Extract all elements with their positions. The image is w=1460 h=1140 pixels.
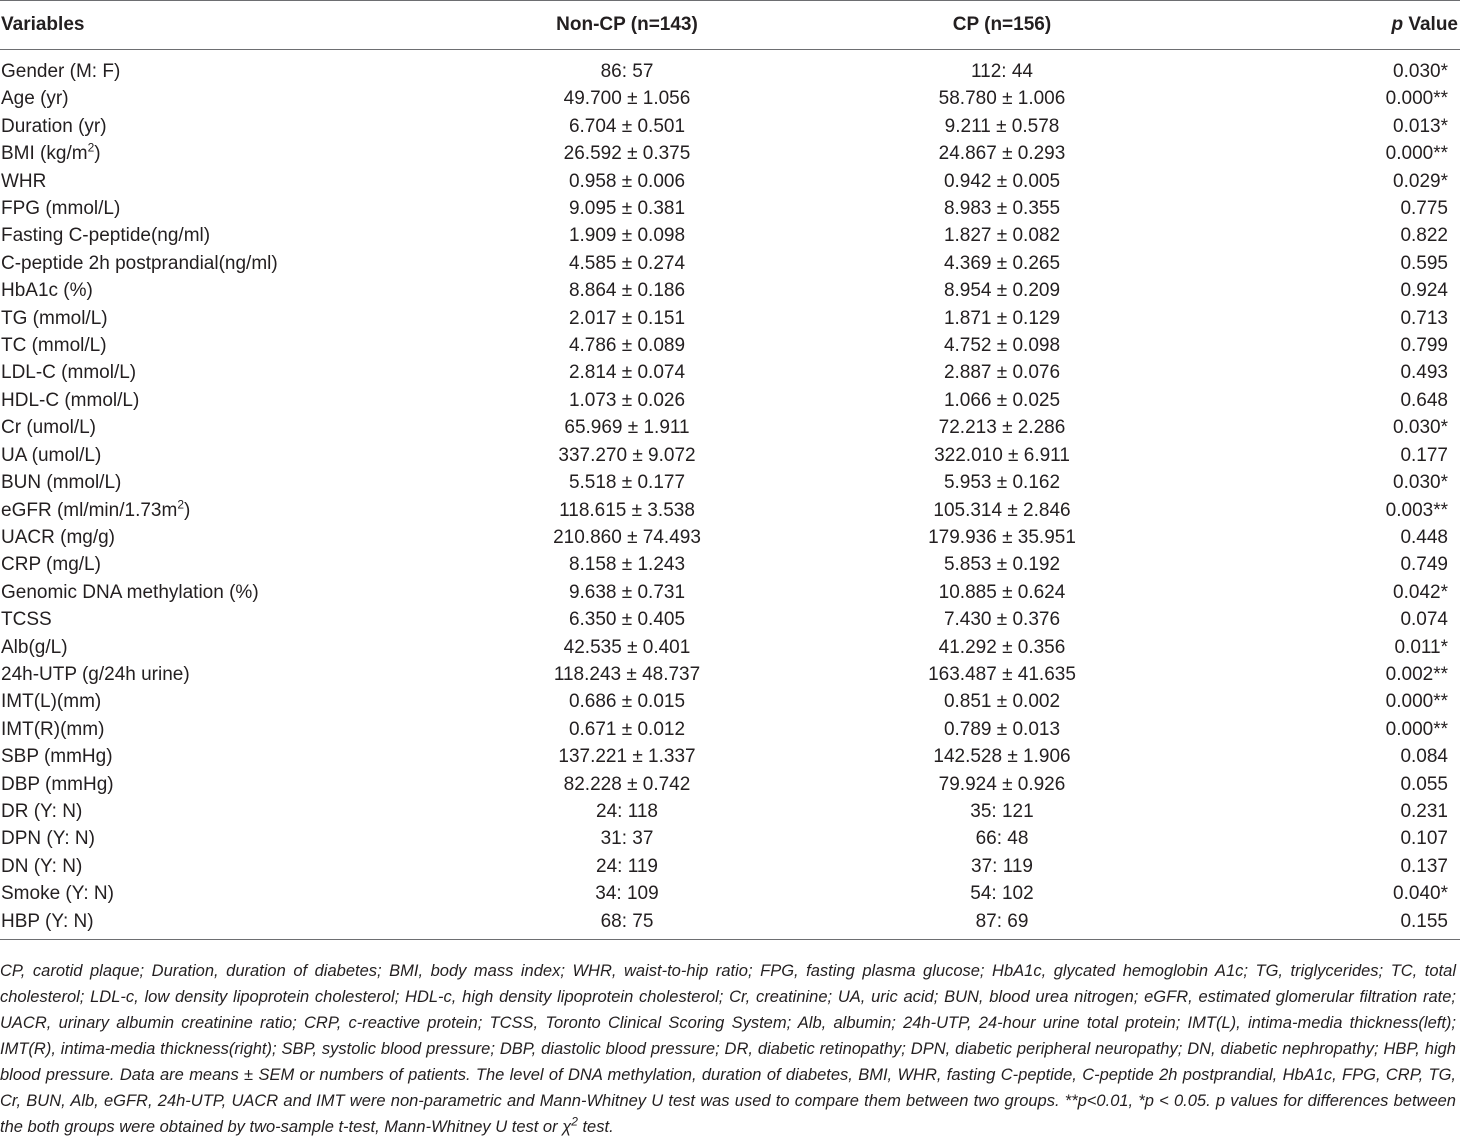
cell-cp: 4.369 ± 0.265 xyxy=(943,252,1061,274)
cell-p-value: 0.040* xyxy=(1393,883,1448,905)
cell-noncp: 82.228 ± 0.742 xyxy=(563,773,691,795)
table-row xyxy=(0,771,1460,798)
cell-variable xyxy=(0,661,462,688)
table-row xyxy=(0,359,1460,386)
cell-cp: 35: 121 xyxy=(970,800,1034,822)
variable-label: WHR xyxy=(1,170,47,192)
variable-label: eGFR (ml/min/1.73m xyxy=(1,499,178,521)
cell-p-value: 0.107 xyxy=(1400,828,1448,850)
cell-cp: 142.528 ± 1.906 xyxy=(933,746,1071,768)
table-row xyxy=(0,634,1460,661)
cell-p-value: 0.155 xyxy=(1212,908,1460,940)
table-row xyxy=(0,414,1460,441)
cell-noncp: 31: 37 xyxy=(600,828,654,850)
cell-variable xyxy=(0,414,462,441)
variable-label: FPG (mmol/L) xyxy=(1,198,121,220)
variable-label: Fasting C-peptide(ng/ml) xyxy=(1,225,211,247)
cell-cp: 4.752 ± 0.098 xyxy=(943,335,1061,357)
variable-label: Genomic DNA methylation (%) xyxy=(1,581,259,603)
variable-label: UACR (mg/g) xyxy=(1,526,116,548)
variable-label: Age (yr) xyxy=(1,88,69,110)
cell-p-value: 0.137 xyxy=(1400,855,1448,877)
table-row xyxy=(0,551,1460,578)
table-row xyxy=(0,305,1460,332)
cell-noncp: 24: 118 xyxy=(596,800,658,822)
variable-label: TC (mmol/L) xyxy=(1,335,107,357)
cell-cp: 1.066 ± 0.025 xyxy=(943,389,1061,411)
table-row xyxy=(0,579,1460,606)
variable-label: Gender (M: F) xyxy=(1,61,121,82)
cell-variable xyxy=(0,606,462,633)
cell-noncp: 34: 109 xyxy=(595,883,659,905)
variable-label: Duration (yr) xyxy=(1,115,107,137)
table-row xyxy=(0,524,1460,551)
variable-label: Smoke (Y: N) xyxy=(1,883,114,905)
table-row xyxy=(0,277,1460,304)
cell-p-value: 0.000** xyxy=(1385,88,1448,110)
cell-cp: 8.983 ± 0.355 xyxy=(943,198,1061,220)
footnote-chi: χ xyxy=(562,1118,572,1136)
cell-cp: 112: 44 xyxy=(971,61,1033,82)
table-row xyxy=(0,469,1460,496)
cell-cp: 2.887 ± 0.076 xyxy=(943,362,1061,384)
variable-label: DR (Y: N) xyxy=(1,800,83,822)
cell-cp: 79.924 ± 0.926 xyxy=(938,773,1066,795)
table-row xyxy=(0,195,1460,222)
header-noncp: Non-CP (n=143) xyxy=(462,1,792,50)
cell-variable xyxy=(0,387,462,414)
cell-noncp: 118.615 ± 3.538 xyxy=(559,499,695,521)
cell-cp: 7.430 ± 0.376 xyxy=(943,609,1061,631)
cell-variable xyxy=(0,825,462,852)
table-row xyxy=(0,222,1460,249)
header-p-italic: p xyxy=(1391,14,1404,35)
cell-noncp: 5.518 ± 0.177 xyxy=(568,472,686,494)
cell-cp: 66: 48 xyxy=(975,828,1029,850)
cell-noncp: 49.700 ± 1.056 xyxy=(563,88,691,110)
header-variables: Variables xyxy=(0,1,462,50)
table-row xyxy=(0,497,1460,524)
variable-superscript: 2 xyxy=(87,140,95,155)
cell-cp: 0.851 ± 0.002 xyxy=(943,691,1061,713)
cell-noncp: 0.671 ± 0.012 xyxy=(568,718,686,740)
cell-p-value: 0.000** xyxy=(1385,143,1448,165)
cell-p-value: 0.448 xyxy=(1400,526,1448,548)
cell-p-value: 0.648 xyxy=(1400,389,1448,411)
cell-cp: 5.853 ± 0.192 xyxy=(943,554,1061,576)
header-spacer xyxy=(0,50,1460,59)
cell-noncp: 9.095 ± 0.381 xyxy=(568,198,686,220)
variable-label: 24h-UTP (g/24h urine) xyxy=(1,663,190,685)
cell-cp: 58.780 ± 1.006 xyxy=(938,88,1066,110)
cell-cp: 5.953 ± 0.162 xyxy=(943,472,1061,494)
cell-variable xyxy=(0,442,462,469)
variable-label: DBP (mmHg) xyxy=(1,773,114,795)
cell-variable xyxy=(0,798,462,825)
variable-label: DPN (Y: N) xyxy=(1,828,95,850)
cell-variable xyxy=(0,140,462,167)
cell-p-value: 0.013* xyxy=(1393,115,1448,137)
cell-p-value: 0.177 xyxy=(1400,444,1448,466)
cell-noncp: 4.585 ± 0.274 xyxy=(568,252,686,274)
variable-label: HDL-C (mmol/L) xyxy=(1,389,140,411)
cell-variable xyxy=(0,469,462,496)
cell-cp: 1.827 ± 0.082 xyxy=(943,225,1061,247)
footnote-text: CP, carotid plaque; Duration, duration of diabetes; BMI, body mass index; WHR, waist-to-hip ratio; FPG, fasting plasma glucose; HbA1c, glycated hemoglobin A1c; TG, triglycerides; TC, total cholesterol; LDL-c, low density lipoprotein cholesterol; HDL-c, high density lipoprotein cholesterol; Cr, creatinine; UA, uric acid; BUN, blood urea nitrogen; eGFR, estimated glomerular filtration rate; UACR, urinary albumin creatinine ratio; CRP, c-reactive protein; TCSS, Toronto Clinical Scoring System; Alb, albumin; 24h-UTP, 24-hour urine total protein; IMT(L), intima-media thickness(left); IMT(R), intima-media thickness(right); SBP, systolic blood pressure; DBP, diastolic blood pressure; DR, diabetic retinopathy; DPN, diabetic peripheral neuropathy; DN, diabetic nephropathy; HBP, high blood pressure. Data are means ± SEM or numbers of patients. The level of DNA methylation, duration of diabetes, BMI, WHR, fasting C-peptide, C-peptide 2h postprandial, HbA1c, FPG, CRP, TG, Cr, BUN, Alb, eGFR, 24h-UTP, UACR and IMT were non-parametric and Mann-Whitney U test was used to compare them between two groups. **p<0.01, *p < 0.05. p values for differences between the both groups were obtained by two-sample t-test, Mann-Whitney U test or xyxy=(0,962,1456,1136)
cell-noncp: 4.786 ± 0.089 xyxy=(568,335,686,357)
cell-p-value: 0.030* xyxy=(1393,61,1448,82)
variable-label: TG (mmol/L) xyxy=(1,307,108,329)
variable-label: BMI (kg/m xyxy=(1,143,88,165)
cell-cp: 72.213 ± 2.286 xyxy=(938,417,1066,439)
cell-variable xyxy=(0,305,462,332)
cell-variable xyxy=(0,551,462,578)
cell-p-value: 0.231 xyxy=(1400,800,1448,822)
cell-variable xyxy=(0,634,462,661)
cell-noncp: 0.686 ± 0.015 xyxy=(568,691,686,713)
cell-variable xyxy=(0,579,462,606)
variable-label: HbA1c (%) xyxy=(1,280,93,302)
cell-cp: 10.885 ± 0.624 xyxy=(938,581,1066,603)
variable-label-suffix: ) xyxy=(94,143,101,165)
table-row xyxy=(0,113,1460,140)
cell-variable xyxy=(0,743,462,770)
cell-variable xyxy=(0,113,462,140)
cell-noncp: 337.270 ± 9.072 xyxy=(558,444,696,466)
header-p-rest: Value xyxy=(1403,14,1458,35)
header-p-value xyxy=(1212,1,1460,50)
variable-label: Alb(g/L) xyxy=(1,636,68,658)
variable-label: UA (umol/L) xyxy=(1,444,102,466)
cell-noncp: 68: 75 xyxy=(462,908,792,940)
variable-label: BUN (mmol/L) xyxy=(1,472,122,494)
cell-variable xyxy=(0,908,462,940)
cell-p-value: 0.595 xyxy=(1400,252,1448,274)
cell-variable xyxy=(0,58,462,85)
cell-p-value: 0.029* xyxy=(1393,170,1448,192)
cell-cp: 37: 119 xyxy=(971,855,1033,877)
cell-noncp: 0.958 ± 0.006 xyxy=(568,170,686,192)
cell-noncp: 6.350 ± 0.405 xyxy=(568,609,686,631)
cell-variable xyxy=(0,85,462,112)
table-row xyxy=(0,880,1460,907)
cell-variable xyxy=(0,359,462,386)
cell-cp: 54: 102 xyxy=(970,883,1034,905)
cell-variable xyxy=(0,771,462,798)
cell-cp: 322.010 ± 6.911 xyxy=(934,444,1070,466)
table-row xyxy=(0,140,1460,167)
cell-cp: 105.314 ± 2.846 xyxy=(933,499,1071,521)
cell-noncp: 210.860 ± 74.493 xyxy=(553,526,701,548)
cell-p-value: 0.799 xyxy=(1400,335,1448,357)
table-row xyxy=(0,387,1460,414)
cell-p-value: 0.749 xyxy=(1400,554,1448,576)
cell-p-value: 0.713 xyxy=(1400,307,1448,329)
cell-p-value: 0.084 xyxy=(1400,746,1448,768)
table-row xyxy=(0,853,1460,880)
cell-cp: 41.292 ± 0.356 xyxy=(938,636,1066,658)
cell-noncp: 65.969 ± 1.911 xyxy=(564,417,690,439)
variable-label: C-peptide 2h postprandial(ng/ml) xyxy=(1,252,278,274)
table-row xyxy=(0,661,1460,688)
cell-variable xyxy=(0,195,462,222)
table-row xyxy=(0,606,1460,633)
cell-noncp: 24: 119 xyxy=(596,855,658,877)
cell-variable xyxy=(0,277,462,304)
cell-p-value: 0.074 xyxy=(1400,609,1448,631)
table-row xyxy=(0,58,1460,85)
table-row xyxy=(0,825,1460,852)
cell-p-value: 0.924 xyxy=(1400,280,1448,302)
cell-variable xyxy=(0,853,462,880)
table-row xyxy=(0,743,1460,770)
variable-label: IMT(R)(mm) xyxy=(1,718,105,740)
cell-p-value: 0.030* xyxy=(1393,472,1448,494)
cell-p-value: 0.775 xyxy=(1400,198,1448,220)
cell-p-value: 0.030* xyxy=(1393,417,1448,439)
cell-p-value: 0.055 xyxy=(1400,773,1448,795)
cell-noncp: 9.638 ± 0.731 xyxy=(568,581,686,603)
variable-label: CRP (mg/L) xyxy=(1,554,101,576)
variable-label: DN (Y: N) xyxy=(1,855,83,877)
cell-p-value: 0.042* xyxy=(1393,581,1448,603)
variable-label: IMT(L)(mm) xyxy=(1,691,102,713)
cell-noncp: 1.073 ± 0.026 xyxy=(568,389,686,411)
table-row xyxy=(0,798,1460,825)
cell-noncp: 2.814 ± 0.074 xyxy=(568,362,686,384)
cell-p-value: 0.822 xyxy=(1400,225,1448,247)
cell-noncp: 2.017 ± 0.151 xyxy=(568,307,686,329)
table-row xyxy=(0,908,1460,940)
cell-cp: 0.789 ± 0.013 xyxy=(943,718,1061,740)
cell-noncp: 8.158 ± 1.243 xyxy=(568,554,686,576)
table-row xyxy=(0,250,1460,277)
footnote-text-end: test. xyxy=(577,1118,614,1136)
variable-label: SBP (mmHg) xyxy=(1,746,113,768)
table-row xyxy=(0,332,1460,359)
cell-variable xyxy=(0,524,462,551)
header-cp: CP (n=156) xyxy=(792,1,1212,50)
table-row xyxy=(0,716,1460,743)
cell-cp: 179.936 ± 35.951 xyxy=(928,526,1076,548)
cell-cp: 9.211 ± 0.578 xyxy=(944,115,1060,137)
cell-cp: 8.954 ± 0.209 xyxy=(943,280,1061,302)
cell-variable xyxy=(0,168,462,195)
cell-p-value: 0.493 xyxy=(1400,362,1448,384)
cell-cp: 1.871 ± 0.129 xyxy=(943,307,1061,329)
footnote-chi-sup: 2 xyxy=(571,1114,578,1129)
variable-label: TCSS xyxy=(1,609,52,631)
cell-noncp: 137.221 ± 1.337 xyxy=(558,746,696,768)
variable-label: HBP (Y: N) xyxy=(1,910,94,932)
cell-cp: 0.942 ± 0.005 xyxy=(943,170,1061,192)
cell-cp: 87: 69 xyxy=(792,908,1212,940)
cell-p-value: 0.002** xyxy=(1385,663,1448,685)
variable-label: LDL-C (mmol/L) xyxy=(1,362,137,384)
cell-p-value: 0.000** xyxy=(1385,718,1448,740)
cell-noncp: 86: 57 xyxy=(600,61,654,82)
table-row xyxy=(0,168,1460,195)
table-footnote xyxy=(0,958,1456,1140)
cell-variable xyxy=(0,222,462,249)
variable-superscript: 2 xyxy=(177,497,184,512)
cell-variable xyxy=(0,332,462,359)
cell-cp: 163.487 ± 41.635 xyxy=(928,663,1076,685)
cell-noncp: 118.243 ± 48.737 xyxy=(553,663,701,685)
cell-cp: 24.867 ± 0.293 xyxy=(938,143,1066,165)
cell-noncp: 6.704 ± 0.501 xyxy=(568,115,686,137)
table-header-row xyxy=(0,1,1460,50)
cell-variable xyxy=(0,880,462,907)
variable-label-suffix: ) xyxy=(184,499,191,521)
cell-noncp: 8.864 ± 0.186 xyxy=(568,280,686,302)
table-row xyxy=(0,442,1460,469)
table-row xyxy=(0,688,1460,715)
cell-p-value: 0.003** xyxy=(1385,499,1448,521)
cell-noncp: 26.592 ± 0.375 xyxy=(563,143,691,165)
cell-noncp: 42.535 ± 0.401 xyxy=(563,636,691,658)
cell-p-value: 0.000** xyxy=(1385,691,1448,713)
cell-p-value: 0.011* xyxy=(1394,636,1448,658)
cell-variable xyxy=(0,716,462,743)
table-row xyxy=(0,85,1460,112)
cell-variable xyxy=(0,250,462,277)
cell-noncp: 1.909 ± 0.098 xyxy=(568,225,686,247)
variable-label: Cr (umol/L) xyxy=(1,417,97,439)
cell-variable xyxy=(0,497,462,524)
cell-variable xyxy=(0,688,462,715)
